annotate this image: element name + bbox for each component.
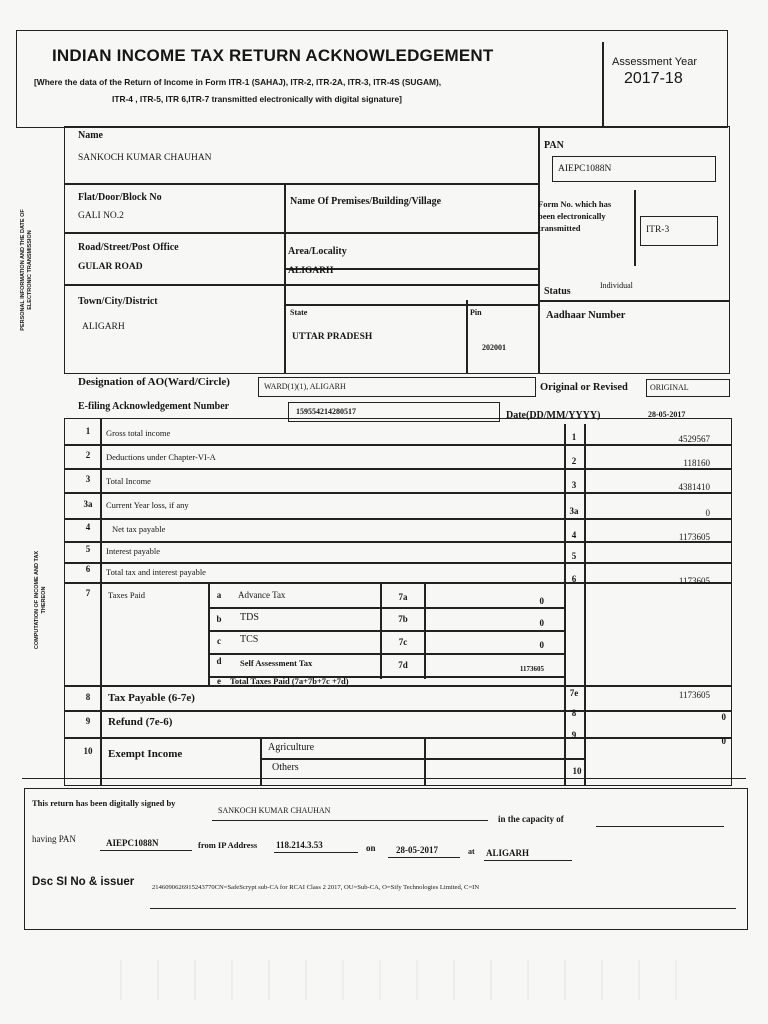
signature-place: ALIGARH	[486, 848, 530, 858]
row-7b-letter: b	[216, 614, 222, 624]
row-6-amount: 1173605	[678, 576, 710, 586]
row-10-label: Exempt Income	[108, 748, 183, 760]
status-value: Individual	[600, 281, 633, 290]
row-8-amount: 0	[721, 712, 726, 722]
row-8-no: 8	[85, 692, 91, 702]
row-7d-letter: d	[216, 656, 222, 666]
subtitle-line-1: [Where the data of the Return of Income in Form ITR-1 (SAHAJ), ITR-2, ITR-2A, ITR-3, ITR-4S (SUGAM),	[34, 77, 442, 87]
row-3-amount: 4381410	[678, 482, 710, 492]
side-label-computation: COMPUTATION OF INCOME AND TAX THEREON	[34, 550, 47, 650]
row-7a-label: Advance Tax	[238, 590, 286, 600]
row-10-ref: 10	[572, 766, 582, 776]
row-3a-amount: 0	[705, 508, 710, 518]
row-8-label: Tax Payable (6-7e)	[108, 692, 195, 704]
row-7c-ref: 7c	[398, 637, 408, 647]
state-label: State	[290, 308, 308, 317]
row-7a-ref: 7a	[398, 592, 408, 602]
dsc-label: Dsc SI No & issuer	[32, 876, 135, 888]
form-no-label: Form No. which has been electronically transmitted	[538, 199, 612, 233]
row-9-ref: 9	[571, 730, 577, 740]
row-2-ref: 2	[571, 456, 577, 466]
original-revised-value: ORIGINAL	[650, 383, 689, 392]
row-3a-no: 3a	[83, 499, 93, 509]
row-1-no: 1	[85, 426, 91, 436]
row-8-ref: 8	[571, 708, 577, 718]
row-5-label: Interest payable	[106, 546, 161, 556]
row-9-no: 9	[85, 716, 91, 726]
row-4-ref: 4	[571, 530, 577, 540]
row-7-label: Taxes Paid	[108, 590, 145, 600]
row-4-no: 4	[85, 522, 91, 532]
page-title: INDIAN INCOME TAX RETURN ACKNOWLEDGEMENT	[52, 46, 494, 65]
signature-date: 28-05-2017	[396, 845, 438, 855]
row-7a-letter: a	[216, 590, 222, 600]
row-7c-letter: c	[217, 636, 221, 646]
flat-label: Flat/Door/Block No	[78, 192, 162, 203]
row-2-amount: 118160	[683, 458, 710, 468]
on-label: on	[366, 843, 376, 853]
road-value: GULAR ROAD	[78, 262, 143, 272]
name-label: Name	[78, 130, 103, 141]
row-5-ref: 5	[571, 551, 577, 561]
row-1-label: Gross total income	[106, 428, 171, 438]
dsc-value: 2146090626915243770CN=SafeScrypt sub-CA for RCAI Class 2 2017, OU=Sub-CA, O=Sify Technologies Limited, C=IN	[152, 884, 480, 891]
row-3a-ref: 3a	[569, 506, 579, 516]
row-7e-ref: 7e	[569, 688, 579, 698]
row-7b-amount: 0	[539, 618, 544, 628]
row-7d-label: Self Assessment Tax	[240, 658, 313, 668]
header-divider	[602, 42, 604, 128]
row-6-no: 6	[85, 564, 91, 574]
assessment-year-label: Assessment Year	[612, 56, 697, 68]
row-2-label: Deductions under Chapter-VI-A	[106, 452, 216, 462]
row-7e-letter: e	[217, 676, 221, 686]
subtitle-line-2: ITR-4 , ITR-5, ITR 6,ITR-7 transmitted electronically with digital signature]	[112, 94, 402, 104]
original-revised-label: Original or Revised	[540, 382, 628, 393]
efiling-value: 159554214280517	[296, 407, 356, 416]
row-10-no: 10	[83, 746, 93, 756]
at-label: at	[468, 847, 475, 856]
pin-value: 202001	[482, 343, 506, 352]
row-10-others: Others	[272, 762, 299, 773]
row-4-amount: 1173605	[678, 532, 710, 542]
having-pan-label: having PAN	[32, 834, 76, 844]
premises-label: Name Of Premises/Building/Village	[290, 196, 442, 207]
pan-label: PAN	[544, 140, 564, 151]
row-7c-label: TCS	[240, 634, 259, 645]
road-label: Road/Street/Post Office	[78, 242, 179, 253]
signed-by-label: This return has been digitally signed by	[32, 798, 176, 808]
row-9-amount: 0	[721, 736, 726, 746]
row-3-no: 3	[85, 474, 91, 484]
pan-value: AIEPC1088N	[558, 164, 612, 174]
area-label: Area/Locality	[288, 246, 347, 257]
row-3-ref: 3	[571, 480, 577, 490]
row-6-label: Total tax and interest payable	[106, 567, 206, 577]
row-7-no: 7	[85, 588, 91, 598]
pin-label: Pin	[470, 308, 482, 317]
ao-label: Designation of AO(Ward/Circle)	[78, 376, 230, 388]
row-7c-amount: 0	[539, 640, 544, 650]
row-7d-ref: 7d	[398, 660, 408, 670]
row-9-label: Refund (7e-6)	[108, 716, 173, 728]
ip-value: 118.214.3.53	[276, 840, 323, 850]
row-7b-label: TDS	[240, 612, 259, 623]
row-2-no: 2	[85, 450, 91, 460]
signature-pan: AIEPC1088N	[106, 838, 159, 848]
computation-box	[64, 418, 732, 786]
row-1-amount: 4529567	[678, 434, 710, 444]
status-label: Status	[544, 286, 571, 297]
signer-name: SANKOCH KUMAR CHAUHAN	[218, 806, 331, 815]
town-value: ALIGARH	[82, 322, 125, 332]
row-1-ref: 1	[571, 432, 577, 442]
state-value: UTTAR PRADESH	[292, 332, 373, 342]
ao-value: WARD(1)(1), ALIGARH	[264, 382, 346, 391]
row-4-label: Net tax payable	[112, 524, 166, 534]
row-7b-ref: 7b	[398, 614, 408, 624]
row-10-agriculture: Agriculture	[268, 742, 315, 753]
town-label: Town/City/District	[78, 296, 158, 307]
row-7a-amount: 0	[539, 596, 544, 606]
efiling-label: E-filing Acknowledgement Number	[78, 401, 230, 412]
row-7d-amount: 1173605	[519, 665, 544, 673]
row-5-no: 5	[85, 544, 91, 554]
flat-value: GALI NO.2	[78, 211, 124, 221]
date-label: Date(DD/MM/YYYY)	[506, 410, 601, 421]
side-label-personal: PERSONAL INFORMATION AND THE DATE OF ELECTRONIC TRANSMISSION	[20, 209, 33, 331]
name-value: SANKOCH KUMAR CHAUHAN	[78, 153, 212, 163]
assessment-year-value: 2017-18	[624, 70, 683, 87]
row-7e-amount: 1173605	[678, 690, 710, 700]
row-3-label: Total Income	[106, 476, 151, 486]
area-value: ALIGARH	[288, 266, 334, 276]
row-7e-label: Total Taxes Paid (7a+7b+7c +7d)	[230, 676, 349, 686]
row-3a-label: Current Year loss, if any	[106, 500, 189, 510]
ip-label: from IP Address	[198, 840, 258, 850]
scan-noise	[120, 960, 680, 1000]
date-value: 28-05-2017	[648, 410, 686, 419]
capacity-label: in the capacity of	[498, 814, 564, 824]
form-no-value: ITR-3	[646, 225, 670, 235]
row-6-ref: 6	[571, 574, 577, 584]
aadhaar-label: Aadhaar Number	[546, 310, 626, 321]
